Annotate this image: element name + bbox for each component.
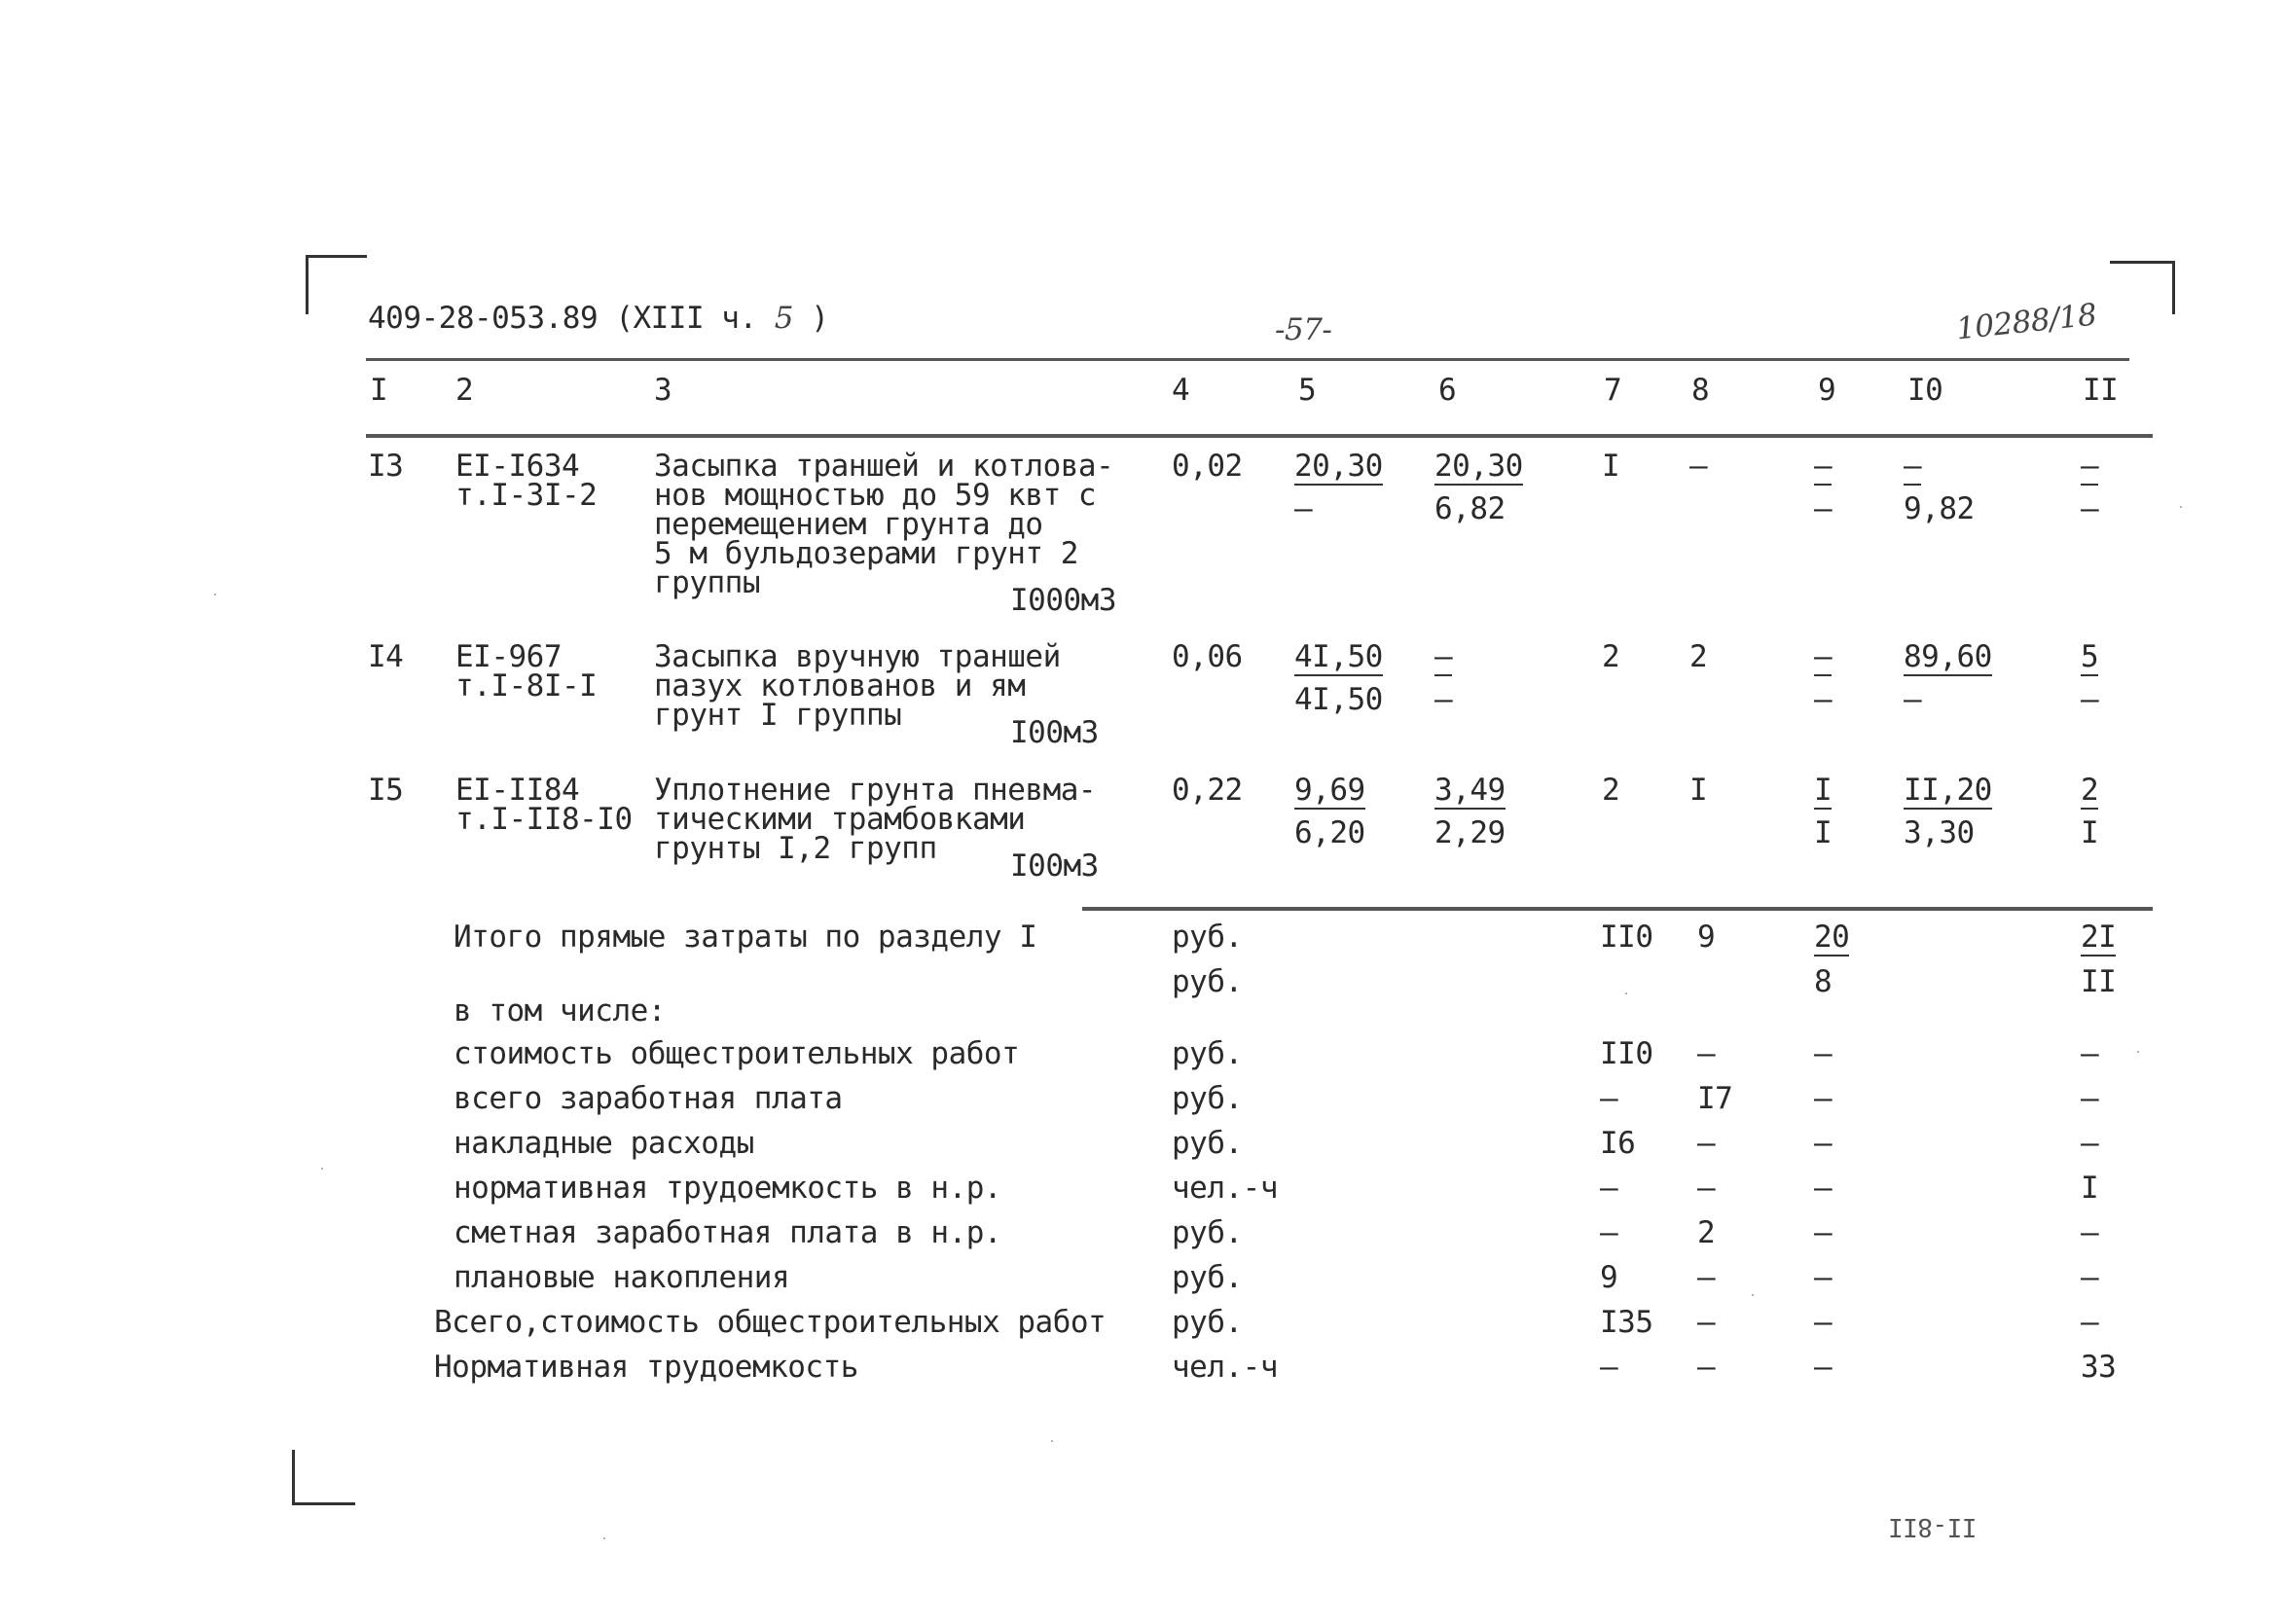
norm-code: EI-II84 [455,773,580,808]
totals-col8: – [1697,1305,1716,1340]
totals-col9: – [1814,1305,1833,1340]
value-c7-top: 2 [1602,773,1620,808]
totals-unit: руб. [1172,1215,1243,1250]
corner-mark-bottom-left [292,1450,355,1505]
row-number: I4 [368,639,404,674]
totals-label: Всего,стоимость общестроительных работ [434,1305,1107,1340]
value-c6-bottom: 6,82 [1434,491,1506,526]
value-c8-top: I [1689,773,1708,808]
column-number: 8 [1691,373,1710,408]
value-c10-top: 89,60 [1904,639,1992,674]
totals-col9: – [1814,1171,1833,1206]
totals-col9: 20 [1814,920,1850,955]
totals-col7: II0 [1600,1036,1653,1071]
scan-speck [1752,1294,1754,1296]
value-c7-top: 2 [1602,639,1620,674]
work-description-line: Засыпка траншей и котлова- [654,449,1114,484]
totals-col11: 2I [2081,920,2117,955]
value-c11-top: – [2081,449,2099,484]
scan-speck [2180,506,2182,508]
value-c10-bottom: – [1904,682,1922,717]
value-c6-top: 20,30 [1434,449,1523,484]
totals-label: всего заработная плата [454,1081,843,1116]
totals-label: нормативная трудоемкость в н.р. [454,1171,1002,1206]
header-rule-bottom [366,434,2153,438]
totals-label: сметная заработная плата в н.р. [454,1215,1002,1250]
column-number: II [2083,373,2119,408]
value-c11-bottom: – [2081,491,2099,526]
work-description-line: перемещением грунта до [654,507,1043,542]
value-c10-top: II,20 [1904,773,1992,808]
totals-col8: – [1697,1126,1716,1161]
totals-col11: – [2081,1036,2099,1071]
value-c5-bottom: – [1294,491,1313,526]
totals-col11: – [2081,1126,2099,1161]
totals-col9: – [1814,1081,1833,1116]
totals-col7: – [1600,1350,1618,1385]
totals-unit: руб. [1172,1081,1243,1116]
value-c6-top: 3,49 [1434,773,1506,808]
totals-col11: – [2081,1215,2099,1250]
value-c10-bottom: 3,30 [1904,815,1975,850]
column-number: 6 [1438,373,1457,408]
value-c5-top: 9,69 [1294,773,1365,808]
norm-table-ref: т.I-II8-I0 [455,802,633,837]
totals-col7: II0 [1600,920,1653,955]
value-c6-bottom: 2,29 [1434,815,1506,850]
totals-col7: – [1600,1171,1618,1206]
totals-unit: руб. [1172,1036,1243,1071]
totals-label: стоимость общестроительных работ [454,1036,1020,1071]
totals-col8: I7 [1697,1081,1733,1116]
totals-col9: – [1814,1215,1833,1250]
totals-col7: I35 [1600,1305,1653,1340]
work-description-line: Засыпка вручную траншей [654,639,1061,674]
scan-speck [1051,1440,1053,1442]
part-close: ) [811,301,829,336]
header-rule-top [366,358,2129,361]
totals-unit: руб. [1172,920,1243,955]
column-number: 5 [1298,373,1317,408]
value-c6-top: – [1434,639,1453,674]
section-divider [1082,907,2153,911]
totals-col8: – [1697,1260,1716,1295]
totals-col8: – [1697,1171,1716,1206]
column-number: I0 [1907,373,1943,408]
totals-unit: руб. [1172,1126,1243,1161]
totals-unit: руб. [1172,964,1243,999]
value-c8-top: 2 [1689,639,1708,674]
work-description-line: пазух котлованов и ям [654,668,1026,704]
value-c9-bottom: – [1814,491,1833,526]
work-description-line: тическими трамбовками [654,802,1026,837]
totals-col7: – [1600,1081,1618,1116]
totals-label: накладные расходы [454,1126,754,1161]
value-c9-bottom: – [1814,682,1833,717]
value-c11-top: 5 [2081,639,2099,674]
totals-col9: – [1814,1260,1833,1295]
scan-speck [321,1168,323,1170]
unit-of-measure: I000м3 [1010,583,1116,618]
value-c5-bottom: 4I,50 [1294,682,1383,717]
value-c9-top: I [1814,773,1833,808]
value-c5-top: 4I,50 [1294,639,1383,674]
quantity: 0,02 [1172,449,1243,484]
value-c9-top: – [1814,449,1833,484]
totals-col9: – [1814,1036,1833,1071]
value-c7-top: I [1602,449,1620,484]
totals-col11: II [2081,964,2117,999]
totals-col8: 2 [1697,1215,1716,1250]
totals-col8: 9 [1697,920,1716,955]
part-note: (XIII ч. [615,301,757,336]
totals-col8: – [1697,1036,1716,1071]
totals-col7: – [1600,1215,1618,1250]
totals-label: в том числе: [454,993,666,1029]
totals-col9: – [1814,1126,1833,1161]
totals-label: Итого прямые затраты по разделу I [454,920,1037,955]
column-number: 3 [654,373,672,408]
unit-of-measure: I00м3 [1010,715,1099,750]
row-number: I5 [368,773,404,808]
totals-unit: руб. [1172,1260,1243,1295]
value-c5-top: 20,30 [1294,449,1383,484]
column-number: I [370,373,388,408]
work-description-line: группы [654,565,760,600]
mirrored-stamp: II8-II [1888,1512,1977,1541]
totals-label: плановые накопления [454,1260,790,1295]
scan-speck [2137,1051,2139,1053]
quantity: 0,06 [1172,639,1243,674]
column-number: 7 [1604,373,1622,408]
totals-unit: чел.-ч [1172,1350,1278,1385]
totals-col7: 9 [1600,1260,1618,1295]
totals-unit: руб. [1172,1305,1243,1340]
value-c11-bottom: – [2081,682,2099,717]
work-description-line: Уплотнение грунта пневма- [654,773,1097,808]
work-description-line: грунт I группы [654,698,902,733]
value-c8-top: – [1689,449,1708,484]
scan-speck [214,594,216,595]
row-number: I3 [368,449,404,484]
work-description-line: нов мощностью до 59 квт с [654,478,1097,513]
value-c10-bottom: 9,82 [1904,491,1975,526]
totals-col11: I [2081,1171,2099,1206]
document-code [368,301,829,336]
totals-col11: – [2081,1260,2099,1295]
totals-col11: – [2081,1305,2099,1340]
page-number: -57- [1275,312,1332,347]
totals-col11: – [2081,1081,2099,1116]
column-number: 2 [455,373,474,408]
work-description-line: 5 м бульдозерами грунт 2 [654,536,1078,571]
unit-of-measure: I00м3 [1010,848,1099,884]
doc-code: 409-28-053.89 [368,301,599,336]
totals-col9: – [1814,1350,1833,1385]
work-description-line: грунты I,2 групп [654,831,937,866]
norm-code: EI-967 [455,639,562,674]
value-c6-bottom: – [1434,682,1453,717]
norm-table-ref: т.I-8I-I [455,668,598,704]
value-c11-top: 2 [2081,773,2099,808]
value-c9-bottom: I [1814,815,1833,850]
handwritten-number: 10288/18 [1954,297,2098,347]
scan-speck [603,1537,605,1539]
totals-col11: 33 [2081,1350,2117,1385]
value-c9-top: – [1814,639,1833,674]
value-c11-bottom: I [2081,815,2099,850]
quantity: 0,22 [1172,773,1243,808]
norm-code: EI-I634 [455,449,580,484]
totals-col9: 8 [1814,964,1833,999]
norm-table-ref: т.I-3I-2 [455,478,598,513]
corner-mark-top-left [306,255,367,314]
value-c10-top: – [1904,449,1922,484]
column-number: 9 [1818,373,1836,408]
scan-speck [1625,992,1627,994]
totals-col7: I6 [1600,1126,1636,1161]
totals-col8: – [1697,1350,1716,1385]
totals-unit: чел.-ч [1172,1171,1278,1206]
column-number: 4 [1172,373,1190,408]
totals-label: Нормативная трудоемкость [434,1350,858,1385]
corner-mark-top-right [2110,261,2175,314]
value-c5-bottom: 6,20 [1294,815,1365,850]
part-number: 5 [774,301,794,336]
